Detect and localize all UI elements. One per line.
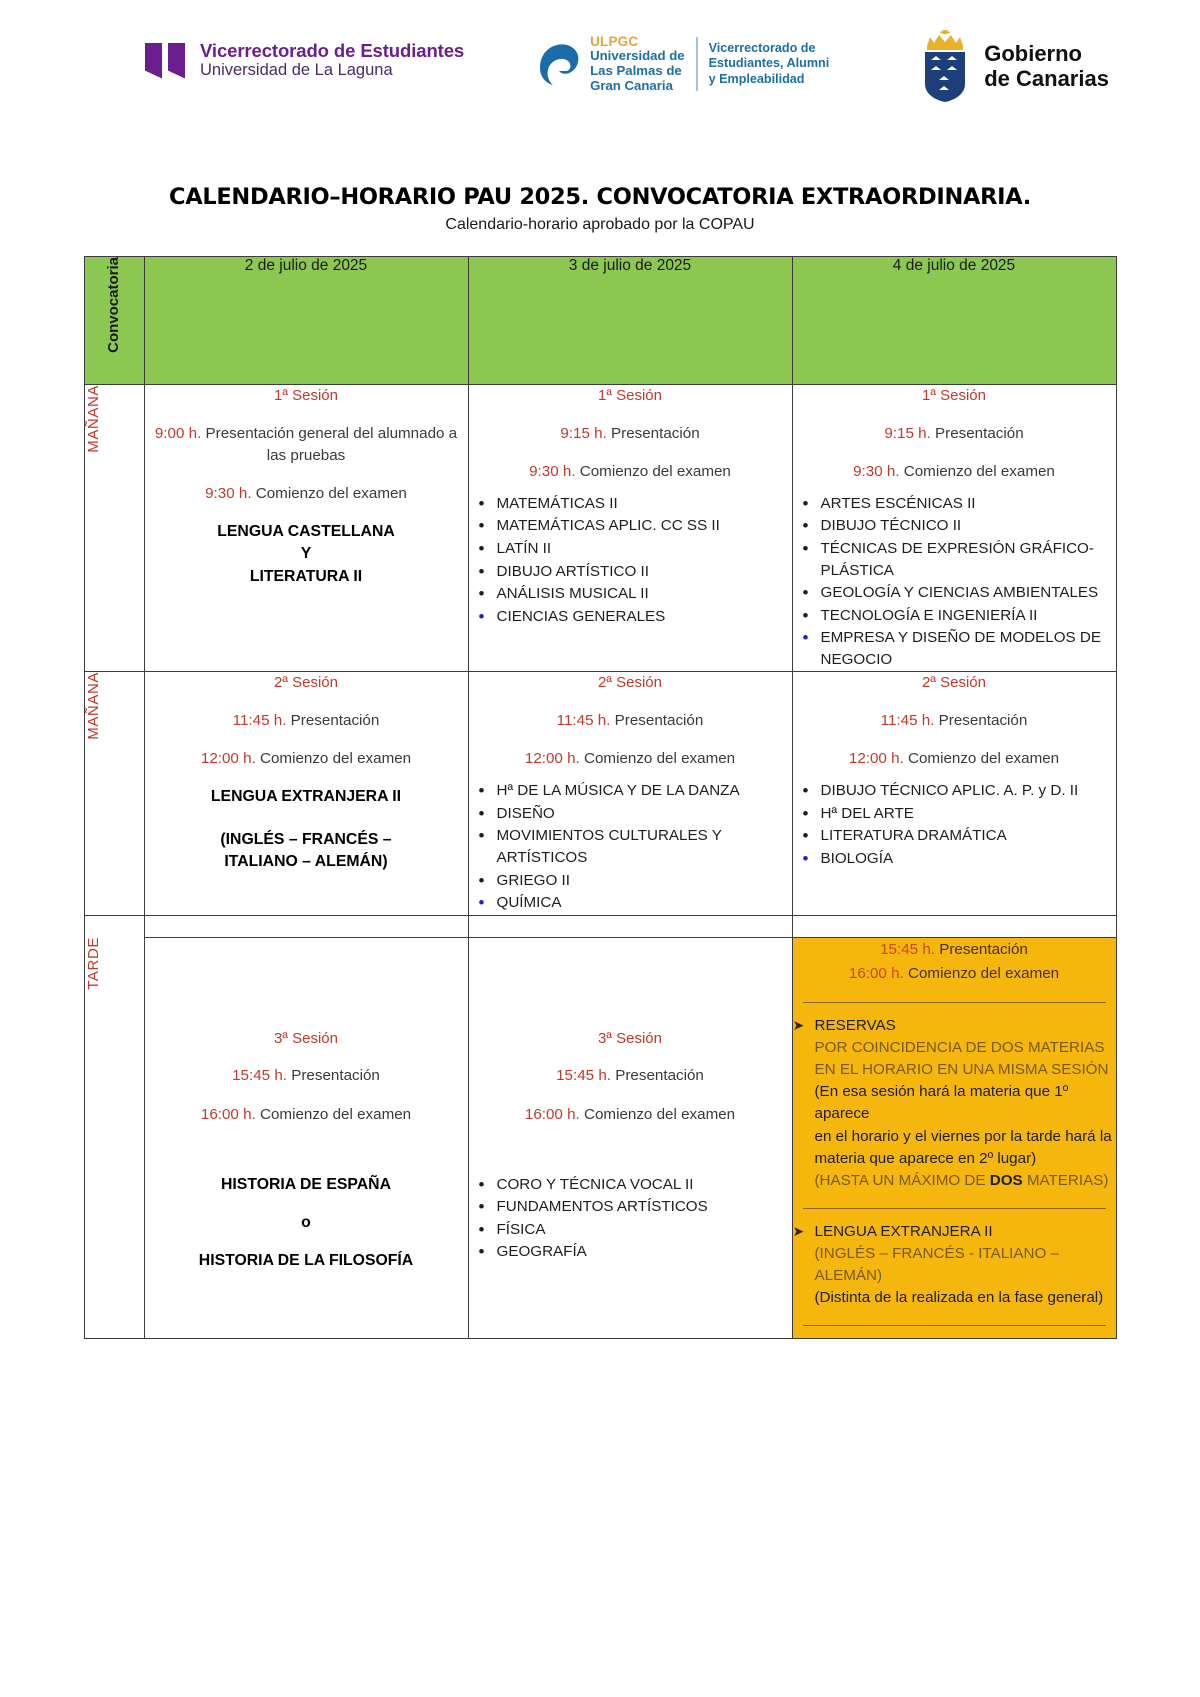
time-line <box>145 1065 468 1087</box>
time-line <box>145 483 468 505</box>
time-line <box>145 710 468 732</box>
subject-item: • Hª DEL ARTE <box>819 803 1116 825</box>
ulpgc-vice-line2: Estudiantes, Alumni <box>708 56 830 71</box>
time-line <box>793 423 1116 445</box>
ulpgc-divider <box>696 37 698 91</box>
subject-title-line: HISTORIA DE ESPAÑA <box>221 1175 391 1193</box>
time-line <box>469 423 792 445</box>
time-line <box>145 423 468 467</box>
reservas-item-2-dark-1: (Distinta de la realizada en la fase general) <box>814 1288 1104 1306</box>
ulpgc-acronym: ULPGC <box>590 34 639 49</box>
reservas-item-1-dark-3: materia que aparece en 2º lugar) <box>814 1149 1037 1167</box>
subject-title-line: o <box>301 1213 311 1231</box>
reservas-item-2-title: LENGUA EXTRANJERA II <box>814 1222 993 1240</box>
table-row-afternoon-session-3 <box>84 937 1116 1338</box>
time-desc: Presentación <box>610 712 704 730</box>
subject-item: • FÍSICA <box>495 1219 792 1241</box>
session-label: 2ª Sesión <box>274 674 338 692</box>
time-desc: Presentación <box>935 940 1028 958</box>
max-prefix: (HASTA UN MÁXIMO DE <box>814 1171 990 1189</box>
spacer-side <box>84 915 144 937</box>
subject-item: • MATEMÁTICAS APLIC. CC SS II <box>495 515 792 537</box>
table-row-morning-session-2 <box>84 672 1116 915</box>
reservas-item-1-title: RESERVAS <box>814 1017 896 1035</box>
time-value: 12:00 h. <box>848 750 904 768</box>
subject-item: • DIBUJO TÉCNICO II <box>819 515 1116 537</box>
subject-item: • GEOLOGÍA Y CIENCIAS AMBIENTALES <box>819 582 1116 604</box>
calendar-table <box>84 256 1117 1339</box>
subject-item: • QUÍMICA <box>495 892 792 914</box>
reservas-time-line-2 <box>793 962 1116 986</box>
subject-list <box>469 1174 792 1263</box>
session-label: 3ª Sesión <box>598 1029 662 1047</box>
header-day-2: 3 de julio de 2025 <box>468 257 792 385</box>
subject-item: • DIBUJO ARTÍSTICO II <box>495 561 792 583</box>
reservas-item-1-muted-2: EN EL HORARIO EN UNA MISMA SESIÓN <box>814 1061 1109 1079</box>
session-label: 3ª Sesión <box>274 1029 338 1047</box>
time-value: 11:45 h. <box>556 712 611 730</box>
time-desc: Comienzo del examen <box>579 1105 736 1123</box>
time-line <box>145 748 468 770</box>
time-desc: Presentación <box>611 1067 704 1085</box>
ulpgc-name-line1: Universidad de <box>590 48 685 64</box>
cell-day1-session2 <box>144 672 468 915</box>
time-desc: Presentación <box>606 424 700 442</box>
time-line <box>145 1104 468 1126</box>
max-suffix: MATERIAS) <box>1022 1171 1109 1189</box>
cell-day2-session3 <box>468 937 792 1338</box>
cell-day2-session1 <box>468 385 792 672</box>
subject-item: • Hª DE LA MÚSICA Y DE LA DANZA <box>495 780 792 802</box>
time-line <box>469 710 792 732</box>
gobierno-line2: de Canarias <box>984 66 1109 91</box>
reservas-divider-top <box>803 1002 1106 1003</box>
cell-day3-session1 <box>792 385 1116 672</box>
time-value: 16:00 h. <box>524 1105 580 1123</box>
subject-item: • EMPRESA Y DISEÑO DE MODELOS DE NEGOCIO <box>819 627 1116 670</box>
subject-title-line: HISTORIA DE LA FILOSOFÍA <box>198 1252 414 1270</box>
arrow-bullet-icon: ➤ <box>792 1222 805 1239</box>
subject-title-line: LENGUA EXTRANJERA II <box>210 788 402 806</box>
time-desc: Comienzo del examen <box>251 484 407 502</box>
arrow-bullet-icon: ➤ <box>792 1017 805 1034</box>
subject-item: • MOVIMIENTOS CULTURALES Y ARTÍSTICOS <box>495 825 792 868</box>
time-desc: Presentación <box>287 1067 380 1085</box>
side-label-manana-1 <box>84 385 144 672</box>
subject-item: • DIBUJO TÉCNICO APLIC. A. P. y D. II <box>819 780 1116 802</box>
subject-item: • CORO Y TÉCNICA VOCAL II <box>495 1174 792 1196</box>
side-label-tarde <box>84 937 144 1338</box>
time-line <box>793 461 1116 483</box>
convocatoria-label: Convocatoria <box>105 257 123 353</box>
subject-item: • DISEÑO <box>495 803 792 825</box>
time-value: 11:45 h. <box>232 712 287 730</box>
tarde-label: TARDE <box>84 937 102 990</box>
subject-item: • FUNDAMENTOS ARTÍSTICOS <box>495 1196 792 1218</box>
gobierno-canarias-logo <box>917 28 1109 104</box>
time-value: 15:45 h. <box>232 1067 288 1085</box>
table-header-row <box>84 257 1116 385</box>
time-value: 12:00 h. <box>524 750 580 768</box>
session-label: 2ª Sesión <box>922 674 986 692</box>
time-value: 16:00 h. <box>848 965 904 983</box>
time-desc: Comienzo del examen <box>903 965 1060 983</box>
time-line <box>469 748 792 770</box>
time-desc: Presentación <box>930 424 1024 442</box>
time-value: 9:15 h. <box>884 424 931 442</box>
subject-title-line: LENGUA CASTELLANA <box>217 522 395 540</box>
time-value: 9:30 h. <box>853 462 900 480</box>
ull-logo-line1: Vicerrectorado de Estudiantes <box>200 40 465 61</box>
time-line <box>469 1104 792 1126</box>
ulpgc-vice-line3: y Empleabilidad <box>708 71 805 86</box>
subject-item: • GRIEGO II <box>495 870 792 892</box>
cell-day3-session2 <box>792 672 1116 915</box>
time-desc: Presentación general del alumnado a las pruebas <box>201 424 458 464</box>
time-value: 15:45 h. <box>880 940 936 958</box>
manana-label-2: MAÑANA <box>84 672 102 741</box>
session-label: 1ª Sesión <box>922 387 986 404</box>
time-line <box>793 710 1116 732</box>
time-desc: Comienzo del examen <box>255 1105 412 1123</box>
subject-item: • TÉCNICAS DE EXPRESIÓN GRÁFICO-PLÁSTICA <box>819 538 1116 581</box>
session-label: 2ª Sesión <box>598 674 662 692</box>
time-value: 16:00 h. <box>200 1105 256 1123</box>
page-subtitle: Calendario-horario aprobado por la COPAU <box>445 216 755 233</box>
time-value: 11:45 h. <box>880 712 935 730</box>
side-label-manana-2 <box>84 672 144 915</box>
canary-islands-shield-icon <box>917 28 973 104</box>
reservas-item-2 <box>793 1221 1116 1309</box>
time-desc: Comienzo del examen <box>899 462 1055 480</box>
subject-title-line: ITALIANO – ALEMÁN) <box>224 853 388 871</box>
subject-item: • CIENCIAS GENERALES <box>495 606 792 628</box>
time-value: 9:00 h. <box>154 424 202 442</box>
header-day-1: 2 de julio de 2025 <box>144 257 468 385</box>
subject-title-line: LITERATURA II <box>249 567 363 585</box>
subject-item: • TECNOLOGÍA E INGENIERÍA II <box>819 605 1116 627</box>
page-title: CALENDARIO–HORARIO PAU 2025. CONVOCATORIA EXTRAORDINARIA. <box>169 184 1031 210</box>
reservas-item-1-dark-2: en el horario y el viernes por la tarde hará la <box>814 1127 1112 1145</box>
time-value: 12:00 h. <box>200 750 256 768</box>
reservas-divider-bottom <box>803 1325 1106 1326</box>
cell-day1-session3 <box>144 937 468 1338</box>
subject-item: • MATEMÁTICAS II <box>495 493 792 515</box>
reservas-item-1-dark-1: (En esa sesión hará la materia que 1º aparece <box>814 1083 1069 1123</box>
time-desc: Presentación <box>286 712 380 730</box>
subject-title-line: (INGLÉS – FRANCÉS – <box>220 830 392 848</box>
reservas-time-line-1 <box>793 938 1116 962</box>
reservas-item-2-muted-1: (INGLÉS – FRANCÉS - ITALIANO – ALEMÁN) <box>814 1244 1059 1284</box>
time-line <box>793 748 1116 770</box>
subject-item: • ANÁLISIS MUSICAL II <box>495 583 792 605</box>
subject-list <box>793 493 1116 671</box>
subject-item: • ARTES ESCÉNICAS II <box>819 493 1116 515</box>
time-value: 15:45 h. <box>556 1067 612 1085</box>
session-label: 1ª Sesión <box>598 387 662 404</box>
subject-item: • LITERATURA DRAMÁTICA <box>819 825 1116 847</box>
time-desc: Comienzo del examen <box>575 462 731 480</box>
time-desc: Comienzo del examen <box>255 750 412 768</box>
reservas-divider-mid <box>803 1208 1106 1209</box>
spacer-day1 <box>144 915 468 937</box>
max-bold: DOS <box>989 1171 1023 1189</box>
ulpgc-swirl-icon <box>537 41 581 87</box>
subject-list <box>469 493 792 627</box>
subject-item: • GEOGRAFÍA <box>495 1241 792 1263</box>
reservas-item-1-muted-1: POR COINCIDENCIA DE DOS MATERIAS <box>814 1039 1105 1057</box>
header-corner-convocatoria <box>84 257 144 385</box>
time-line <box>469 461 792 483</box>
subject-title-line: Y <box>300 545 312 563</box>
subject-list <box>793 780 1116 869</box>
header-day-3: 4 de julio de 2025 <box>792 257 1116 385</box>
subject-item: • BIOLOGÍA <box>819 848 1116 870</box>
cell-day3-reservas <box>792 937 1116 1338</box>
session-label: 1ª Sesión <box>274 387 338 404</box>
time-value: 9:30 h. <box>529 462 576 480</box>
time-line <box>469 1065 792 1087</box>
cell-day2-session2 <box>468 672 792 915</box>
ulpgc-name-line3: Gran Canaria <box>590 78 673 94</box>
subject-item: • LATÍN II <box>495 538 792 560</box>
time-value: 9:15 h. <box>560 424 607 442</box>
ull-logo-line2: Universidad de La Laguna <box>200 61 393 80</box>
reservas-item-1-max-line <box>815 1170 1116 1192</box>
time-value: 9:30 h. <box>205 484 252 502</box>
spacer-day3 <box>792 915 1116 937</box>
spacer-day2 <box>468 915 792 937</box>
subject-list <box>469 780 792 913</box>
logo-bar <box>0 0 1200 120</box>
time-desc: Presentación <box>934 712 1028 730</box>
reservas-item-1 <box>793 1015 1116 1191</box>
title-block <box>0 184 1200 234</box>
table-spacer-row <box>84 915 1116 937</box>
ulpgc-logo <box>537 34 829 94</box>
ull-logo <box>145 40 464 81</box>
time-desc: Comienzo del examen <box>579 750 736 768</box>
cell-day1-session1 <box>144 385 468 672</box>
ull-mark-icon <box>145 43 187 79</box>
table-row-morning-session-1 <box>84 385 1116 672</box>
time-desc: Comienzo del examen <box>903 750 1060 768</box>
ulpgc-vice-line1: Vicerrectorado de <box>708 41 816 56</box>
gobierno-line1: Gobierno <box>984 40 1082 66</box>
ulpgc-name-line2: Las Palmas de <box>590 63 682 79</box>
manana-label-1: MAÑANA <box>84 385 102 453</box>
